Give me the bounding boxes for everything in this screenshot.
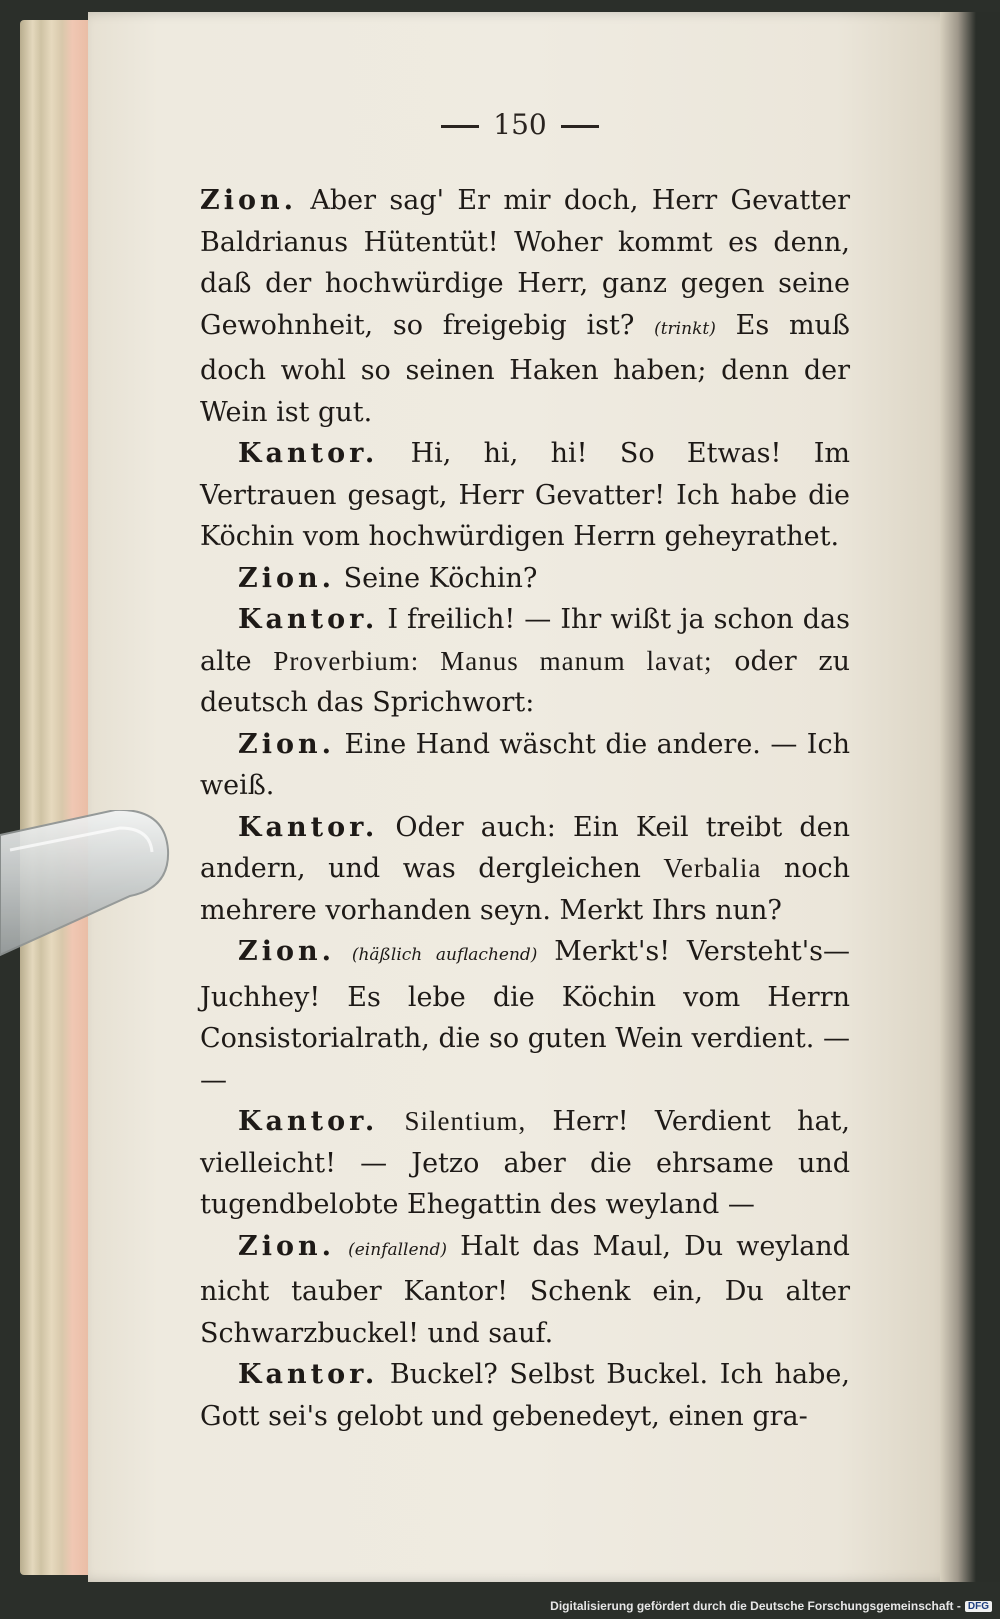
stage-direction: (trinkt) bbox=[654, 318, 716, 339]
speaker-name: Kantor. bbox=[238, 811, 379, 843]
speaker-name: Kantor. bbox=[238, 1359, 379, 1390]
dialogue-text: Es muß doch wohl so seinen Haken haben; denn der Wein ist gut. bbox=[200, 309, 850, 428]
dialogue-text: Aber sag' Er mir doch, Herr Gevatter Baldrianus Hütentüt! Woher kommt es denn, daß der hochwürdige Herr, ganz gegen seine Gewohnheit, so freigebig ist? bbox=[200, 185, 850, 341]
dialogue-text: Halt das Maul, Du weyland nicht tauber Kantor! Schenk ein, Du alter Schwarzbuckel! und sauf. bbox=[200, 1230, 850, 1349]
paragraph bbox=[200, 180, 850, 433]
speaker-name: Zion. bbox=[238, 728, 336, 760]
speaker-name: Kantor. bbox=[238, 1106, 379, 1137]
speaker-name: Kantor. bbox=[238, 438, 379, 469]
dialogue-text: oder zu deutsch das Sprichwort: bbox=[200, 645, 850, 718]
header-dash-right bbox=[561, 125, 599, 128]
dialogue-text: Eine Hand wäscht die andere. — Ich weiß. bbox=[200, 728, 850, 801]
paragraph bbox=[200, 931, 850, 1101]
paragraph bbox=[200, 599, 850, 724]
dialogue-text: noch mehrere vorhanden seyn. Merkt Ihrs nun? bbox=[200, 853, 850, 926]
dialogue-text: Seine Köchin? bbox=[343, 562, 538, 594]
latin-text: Verbalia bbox=[663, 853, 762, 883]
paragraph bbox=[200, 558, 850, 600]
footer-credit bbox=[550, 1597, 992, 1615]
book-edge bbox=[20, 20, 90, 1575]
dialogue-text: Herr! Verdient hat, vielleicht! — Jetzo aber die ehrsame und tugendbelobte Ehegattin des weyland — bbox=[200, 1106, 850, 1220]
header-dash-left bbox=[441, 125, 479, 128]
stage-direction: (einfallend) bbox=[348, 1239, 448, 1260]
paragraph bbox=[200, 807, 850, 932]
dialogue-text: I freilich! — Ihr wißt ja schon das alte bbox=[200, 604, 850, 677]
stage-direction: (häßlich auflachend) bbox=[351, 945, 538, 965]
page-clip bbox=[0, 810, 170, 960]
speaker-name: Zion. bbox=[238, 1230, 336, 1262]
latin-text: Proverbium: Manus manum lavat; bbox=[273, 645, 713, 676]
footer-text: Digitalisierung gefördert durch die Deutsche Forschungsgemeinschaft - bbox=[550, 1599, 961, 1613]
dialogue-text: Hi, hi, hi! So Etwas! Im Vertrauen gesagt, Herr Gevatter! Ich habe die Köchin vom hochwürdigen Herrn geheyrathet. bbox=[200, 438, 850, 552]
speaker-name: Kantor. bbox=[238, 604, 379, 635]
speaker-name: Zion. bbox=[238, 562, 336, 594]
paragraph bbox=[200, 1101, 850, 1226]
book-gutter bbox=[940, 12, 1000, 1582]
paragraph bbox=[200, 1226, 850, 1355]
paragraph bbox=[200, 433, 850, 558]
latin-text: Silentium, bbox=[404, 1106, 527, 1136]
page-number: 150 bbox=[493, 108, 547, 141]
dialogue-text: Oder auch: Ein Keil treibt den andern, und was dergleichen bbox=[200, 811, 850, 884]
dialogue-text: Merkt's! Versteht's— Juchhey! Es lebe die Köchin vom Herrn Consistorialrath, die so guten Wein verdient. — — bbox=[200, 936, 851, 1096]
speaker-name: Zion. bbox=[238, 936, 336, 967]
page-text bbox=[200, 180, 850, 1437]
paragraph bbox=[200, 1354, 850, 1437]
dfg-logo: DFG bbox=[965, 1601, 992, 1612]
dialogue-text: Buckel? Selbst Buckel. Ich habe, Gott sei's gelobt und gebenedeyt, einen gra- bbox=[200, 1359, 850, 1432]
paragraph bbox=[200, 724, 850, 807]
speaker-name: Zion. bbox=[200, 185, 298, 216]
page-header bbox=[420, 108, 620, 148]
